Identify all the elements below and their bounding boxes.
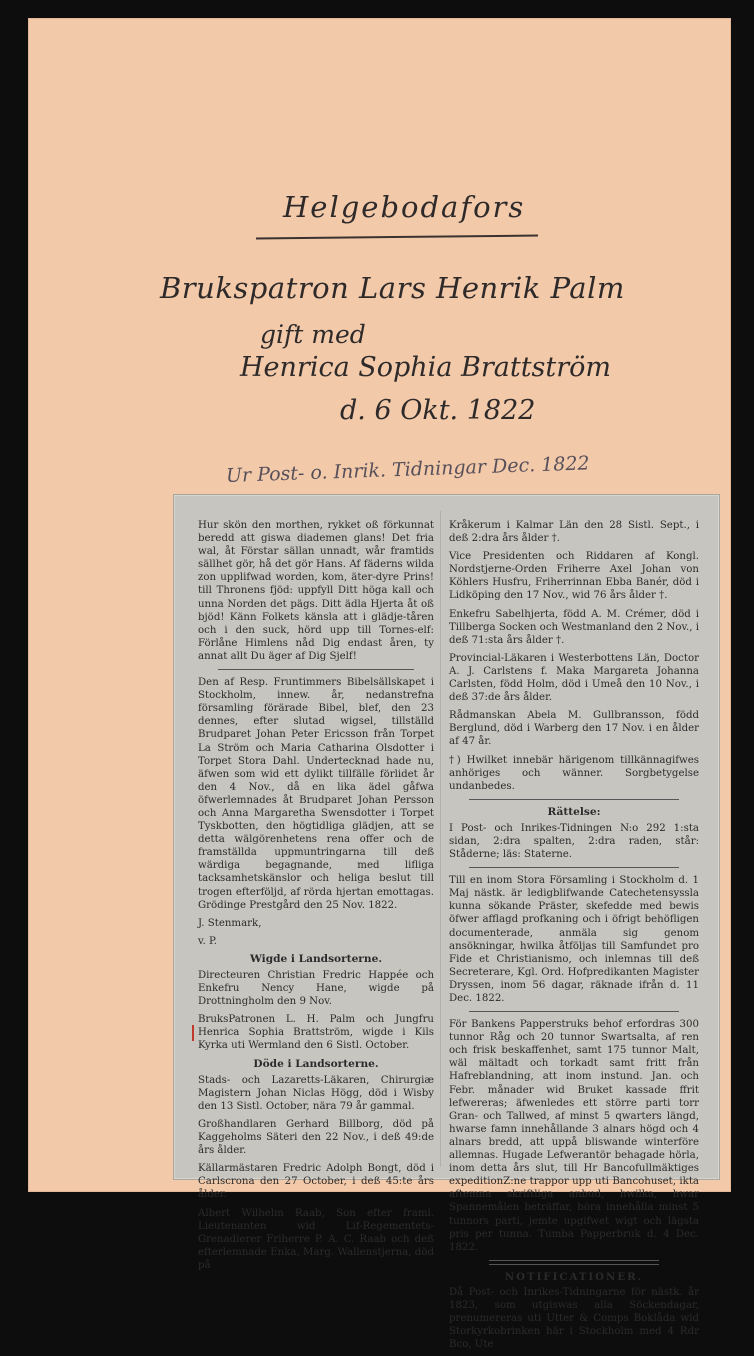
- notifications-heading: NOTIFICATIONER.: [504, 1270, 644, 1283]
- section-rule: [469, 1011, 679, 1012]
- married-entry-palm: [198, 1013, 434, 1052]
- married-entry-1: Directeuren Christian Fredric Happée och Enkefru Nency Hane, wigde på Drottningholm den 9 Nov.: [198, 970, 434, 1008]
- death-entry-1: Stads- och Lazaretts-Läkaren, Chirurgiæ Magistern Johan Niclas Högg, död i Wisby den 13 Sistl. October, nära 79 år gammal.: [198, 1074, 434, 1112]
- handwritten-line-3: Henrica Sophia Brattström: [240, 352, 612, 383]
- married-heading: Wigde i Landsorterne.: [249, 952, 383, 965]
- correction-text: I Post- och Inrikes-Tidningen N:o 292 1:sta sidan, 2:dra spalten, 2:dra raden, står: Ståderne; läs: Staterne.: [449, 822, 699, 861]
- continued-entry: Kråkerum i Kalmar Län den 28 Sistl. Sept., i deß 2:dra års ålder †.: [449, 520, 699, 545]
- double-rule: [489, 1260, 659, 1265]
- handwritten-line-2: gift med: [260, 320, 366, 349]
- section-rule: [469, 799, 679, 800]
- death-entry-r4: Rådmanskan Abela M. Gullbransson, född Berglund, död i Warberg den 17 Nov. i en ålder af 47 år.: [449, 710, 699, 748]
- handwritten-title: Helgebodafors: [283, 190, 526, 224]
- correction-heading: Rättelse:: [547, 805, 601, 818]
- death-entry-r3: Provincial-Läkaren i Westerbottens Län, Doctor A. J. Carlstens f. Maka Margareta Johanna Carlsten, född Holm, död i Umeå den 10 Nov., i deß 37:de års ålder.: [449, 652, 699, 704]
- handwritten-line-1: Brukspatron Lars Henrik Palm: [160, 271, 625, 305]
- death-entry-4: Albert Wilhelm Raab, Son efter framl. Lieutenanten wid Lif-Regementets-Grenadierer Friherre P. A. C. Raab och deß efterlemnade Enka, Marg. Wallenstjerna, död på: [198, 1207, 434, 1271]
- bible-notice: Den af Resp. Fruntimmers Bibelsällskapet i Stockholm, innew. år, nedanstrefna församling förärade Bibel, blef, den 23 dennes, efter slutad wigsel, tillställd Brudparet Johan Peter Ericsson från Torpet La Ström och Maria Catharina Olsdotter i Torpet Stora Dahl. Undertecknad hade nu, äfwen som wid ett dylikt tillfälle förlidet år den 4 Nov., då en lika ädel gåfwa öfwerlemnades åt Brudparet Johan Persson och Anna Margaretha Swensdotter i Torpet Tyskbotten, den högtidliga glädjen, att se detta wälgörenhetens rena offer och de framställda uppmuntringarna till deß wärdiga begagnande, med lifliga tacksamhetskänslor och heliga beslut till trogen efterföljd, af rörda hjertan emottagas. Grödinge Prestgård den 25 Nov. 1822.: [198, 677, 434, 911]
- notice-catechist: Till en inom Stora Församling i Stockholm d. 1 Maj nästk. är ledigblifwande Catechetensyssla kunna sökande Präster, skefedde med bewis öfwer afflagd profkaning och i öfrigt behöfligen documenterade, anmäla sig genom ansökningar, hwilka åtföljas till Samfundet pro Fide et Christianismo, och inlemnas till deß Secreterare, Kgl. Ord. Hofpredikanten Magister Dryssen, inom 56 dagar, räknade ifrån d. 11 Dec. 1822.: [449, 875, 699, 1004]
- section-rule: [218, 669, 414, 670]
- handwritten-date: d. 6 Okt. 1822: [340, 395, 536, 426]
- death-entry-r2: Enkefru Sabelhjerta, född A. M. Crémer, död i Tillberga Socken och Westmanland den 2 Nov., i deß 71:sta års ålder †.: [449, 608, 699, 646]
- death-entry-3: Källarmästaren Fredric Adolph Bongt, död i Carlscrona den 27 October, i deß 45:te års ålder.: [198, 1163, 434, 1201]
- deaths-heading: Döde i Landsorterne.: [253, 1057, 379, 1070]
- newspaper-clipping: [173, 494, 720, 1351]
- married-entry-palm-text: BruksPatronen L. H. Palm och Jungfru Henrica Sophia Brattström, wigde i Kils Kyrka uti Wermland den 6 Sistl. October.: [198, 1014, 434, 1052]
- right-column: [449, 519, 699, 1356]
- death-entry-r1: Vice Presidenten och Riddaren af Kongl. Nordstjerne-Orden Friherre Axel Johan von Köhlers Husfru, Friherrinnan Ebba Banér, död i Lidköping den 17 Nov., wid 76 års ålder †.: [449, 551, 699, 602]
- left-column: [198, 519, 434, 1277]
- poem-text: Hur skön den morthen, rykket oß förkunnat beredd att giswa diademen glans! Det fria wal, åt Förstar sällan unnadt, wår framtids sällhet gör, hå det gör Hans. Af fäderns wilda zon upplifwad worden, kom, äter-dyre Prins! till Thronens fjöd: uppfyll Ditt höga kall och unna Norden det pägs. Ditt ädla Hjerta åt oß bjöd! Känn Folkets känsla att i glädje-tåren och i den suck, hörd upp till Tornes-elf: Förlåne Himlens nåd Dig endast åren, ty annat allt Du äger af Dig Sjelf!: [198, 520, 434, 662]
- section-rule: [469, 867, 679, 868]
- title-underline: [256, 235, 538, 240]
- handwritten-source-note: Ur Post- o. Inrik. Tidningar Dec. 1822: [225, 452, 590, 487]
- notifications-text: Då Post- och Inrikes-Tidningarne för nästk. år 1823, som utgiswas alla Söckendagar, prenumereras uti Utter & Comps Boklåda wid Storkyrkobrinken här i Stockholm med 4 Rdr Bco, Ute: [449, 1286, 699, 1351]
- signature-title: v. P.: [198, 935, 218, 947]
- death-footnote: †) Hwilket innebär härigenom tillkännagifwes anhöriges och wänner. Sorgbetygelse undanbedes.: [449, 754, 699, 792]
- signature-name: J. Stenmark,: [198, 917, 262, 929]
- death-entry-2: Großhandlaren Gerhard Billborg, död på Kaggeholms Säteri den 22 Nov., i deß 49:de års ålder.: [198, 1118, 434, 1157]
- column-divider: [440, 511, 441, 1167]
- red-marker: [192, 1025, 194, 1041]
- notice-papermill: För Bankens Papperstruks behof erfordras 300 tunnor Råg och 20 tunnor Swartsalta, af ren och frisk beskaffenhet, samt 175 tunnor Malt, wäl mältadt och torkadt samt fritt från Hafreblandning, att inom instund. Jan. och Febr. månader wid Bruket kassade ffrit lefwereras; äfwenledes ett större parti torr Gran- och Tallwed, af minst 5 qwarters längd, hwarse famn innehållande 3 alnars högd och 4 alnars bredd, att uppå bliswande winterföre allemnas. Hugade Lefwerantör behagade hörla, inom detta års slut, till Hr Bancofullmäktiges expeditionZ:ne trappor upp uti Bancohuset, ikta aftemna skriftliga anbud, hwilka, hwar Spannemålen beträffar, böra innehålla minst 5 tunnors parti, jemte upgifwet wigt och lägsta pris per tunna. Tumba Papperbruk d. 4 Dec. 1822.: [449, 1019, 699, 1253]
